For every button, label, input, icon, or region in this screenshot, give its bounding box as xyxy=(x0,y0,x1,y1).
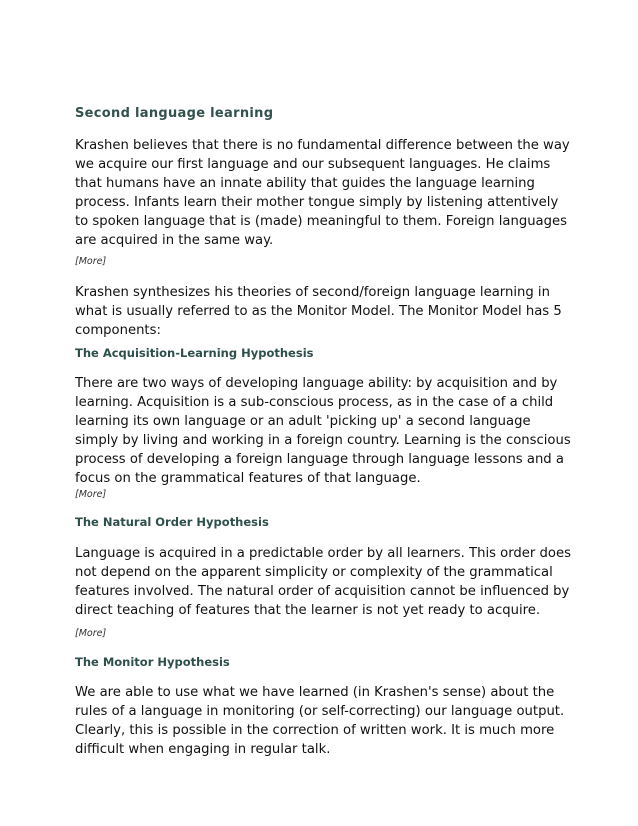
natural-order-paragraph: Language is acquired in a predictable order by all learners. This order does not depend on the apparent simplicity or complexity of the grammatical features involved. The natural order of acquisition cannot be influenced by direct teaching of features that the learner is not yet ready to acquire. xyxy=(75,546,571,618)
more-link-acquisition[interactable]: [More] xyxy=(75,489,107,500)
heading-monitor: The Monitor Hypothesis xyxy=(75,655,230,669)
heading-natural-order: The Natural Order Hypothesis xyxy=(75,515,269,529)
intro-paragraph: Krashen believes that there is no fundamental difference between the way we acquire our first language and our subsequent languages. He claims that humans have an innate ability that guides the language learning process. Infants learn their mother tongue simply by listening attentively to spoken language that is (made) meaningful to them. Foreign languages are acquired in the same way. xyxy=(75,138,570,248)
page-title: Second language learning xyxy=(75,106,274,121)
more-link-intro[interactable]: [More] xyxy=(75,256,107,267)
monitor-model-paragraph: Krashen synthesizes his theories of second/foreign language learning in what is usually referred to as the Monitor Model. The Monitor Model has 5 components: xyxy=(75,285,562,338)
more-link-natural-order[interactable]: [More] xyxy=(75,628,107,639)
monitor-paragraph: We are able to use what we have learned (in Krashen's sense) about the rules of a language in monitoring (or self-correcting) our language output. Clearly, this is possible in the correction of written work. It is much more difficult when engaging in regular talk. xyxy=(75,685,565,757)
heading-acquisition-learning: The Acquisition-Learning Hypothesis xyxy=(75,346,314,360)
acquisition-learning-paragraph: There are two ways of developing language ability: by acquisition and by learning. Acquisition is a sub-conscious process, as in the case of a child learning its own language or an adult 'picking up' a second language simply by living and working in a foreign country. Learning is the conscious process of developing a foreign language through language lessons and a focus on the grammatical features of that language. xyxy=(75,376,571,486)
